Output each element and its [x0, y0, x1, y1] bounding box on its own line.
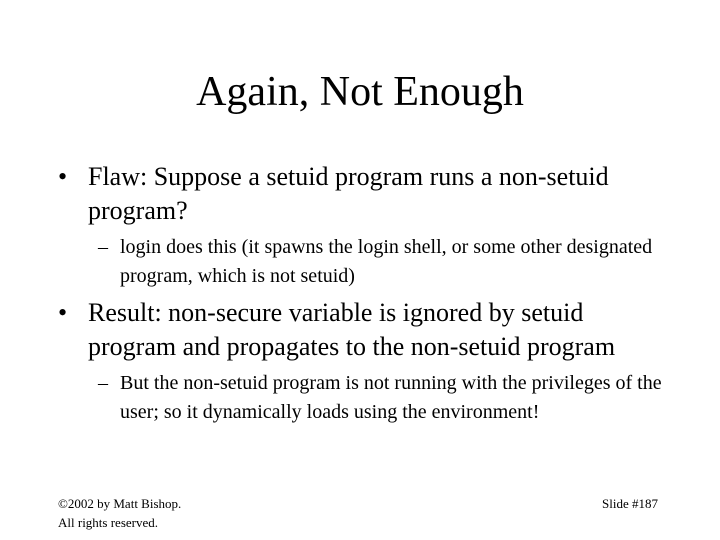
- sub-bullet-marker: –: [98, 236, 108, 258]
- rights-line: All rights reserved.: [58, 515, 159, 530]
- bullet-text: Flaw: Suppose a setuid program runs a non-setuid program?: [88, 162, 609, 225]
- sub-bullet-login: [98, 233, 668, 291]
- bullet-result: [58, 296, 668, 364]
- footer-copyright: [58, 494, 181, 532]
- bullet-marker: •: [58, 162, 68, 191]
- slide-number: Slide #187: [602, 496, 658, 511]
- sub-bullet-privileges: [98, 369, 668, 427]
- bullet-flaw: [58, 160, 668, 228]
- bullet-marker: •: [58, 298, 68, 327]
- sub-bullet-marker: –: [98, 372, 108, 394]
- bullet-text: Result: non-secure variable is ignored by setuid program and propagates to the non-setuid program: [88, 298, 616, 361]
- sub-bullet-text: login does this (it spawns the login shell, or some other designated program, which is not setuid): [120, 236, 653, 287]
- sub-bullet-text: But the non-setuid program is not running with the privileges of the user; so it dynamically loads using the environment!: [120, 372, 662, 423]
- copyright-line: ©2002 by Matt Bishop.: [58, 496, 182, 511]
- slide-title: Again, Not Enough: [196, 69, 524, 115]
